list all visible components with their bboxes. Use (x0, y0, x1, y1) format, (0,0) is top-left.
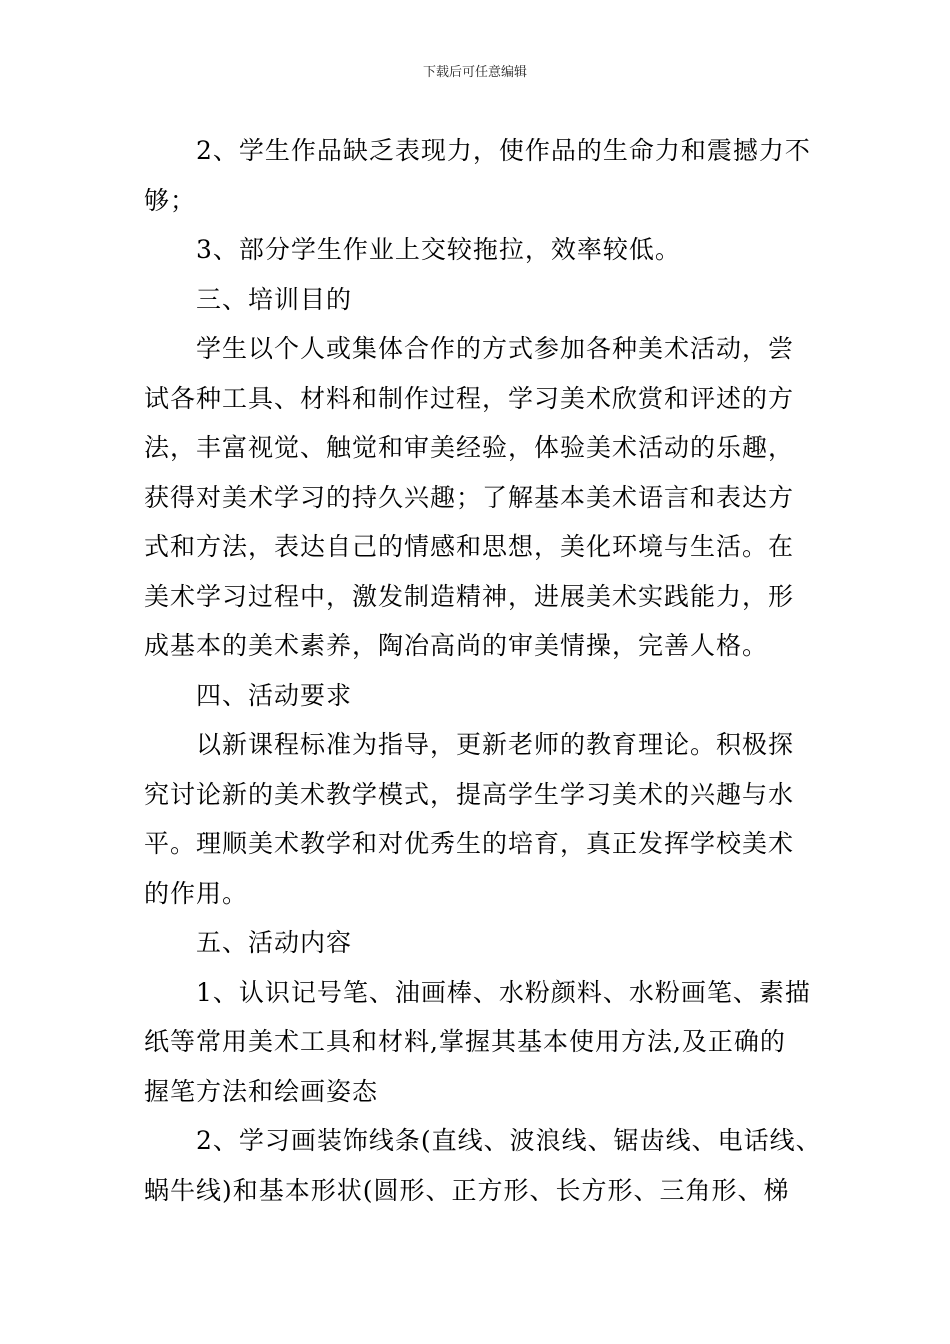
paragraph-line: 1、认识记号笔、油画棒、水粉颜料、水粉画笔、素描 (196, 977, 811, 1007)
paragraph-line: 3、部分学生作业上交较拖拉，效率较低。 (196, 235, 681, 264)
section-heading: 三、培训目的 (196, 284, 353, 314)
paragraph-line: 获得对美术学习的持久兴趣；了解基本美术语言和表达方 (144, 482, 795, 512)
page-header: 下载后可任意编辑 (422, 65, 527, 80)
paragraph-line: 的作用。 (144, 878, 249, 908)
paragraph-line: 式和方法，表达自己的情感和思想，美化环境与生活。在 (144, 532, 795, 561)
paragraph-line: 2、学生作品缺乏表现力，使作品的生命力和震撼力不 (196, 136, 811, 165)
paragraph-line: 成基本的美术素养，陶冶高尚的审美情操，完善人格。 (144, 631, 769, 660)
paragraph-line: 纸等常用美术工具和材料,掌握其基本使用方法,及正确的 (144, 1027, 786, 1056)
paragraph-line: 2、学习画装饰线条(直线、波浪线、锯齿线、电话线、 (196, 1126, 822, 1155)
paragraph-line: 学生以个人或集体合作的方式参加各种美术活动，尝 (196, 334, 795, 363)
section-heading: 五、活动内容 (196, 928, 353, 957)
paragraph-line: 美术学习过程中，激发制造精神，进展美术实践能力，形 (144, 581, 795, 611)
paragraph-line: 平。理顺美术教学和对优秀生的培育，真正发挥学校美术 (144, 829, 795, 858)
paragraph-line: 究讨论新的美术教学模式，提高学生学习美术的兴趣与水 (144, 779, 795, 809)
paragraph-line: 试各种工具、材料和制作过程，学习美术欣赏和评述的方 (144, 383, 795, 413)
paragraph-line: 够； (144, 185, 197, 215)
document-body (144, 126, 834, 1215)
paragraph-line: 以新课程标准为指导，更新老师的教育理论。积极探 (196, 730, 795, 759)
paragraph-line: 蜗牛线)和基本形状(圆形、正方形、长方形、三角形、梯 (144, 1175, 790, 1205)
paragraph-line: 握笔方法和绘画姿态 (144, 1076, 379, 1106)
section-heading: 四、活动要求 (196, 680, 353, 710)
paragraph-line: 法，丰富视觉、触觉和审美经验，体验美术活动的乐趣， (144, 433, 795, 462)
